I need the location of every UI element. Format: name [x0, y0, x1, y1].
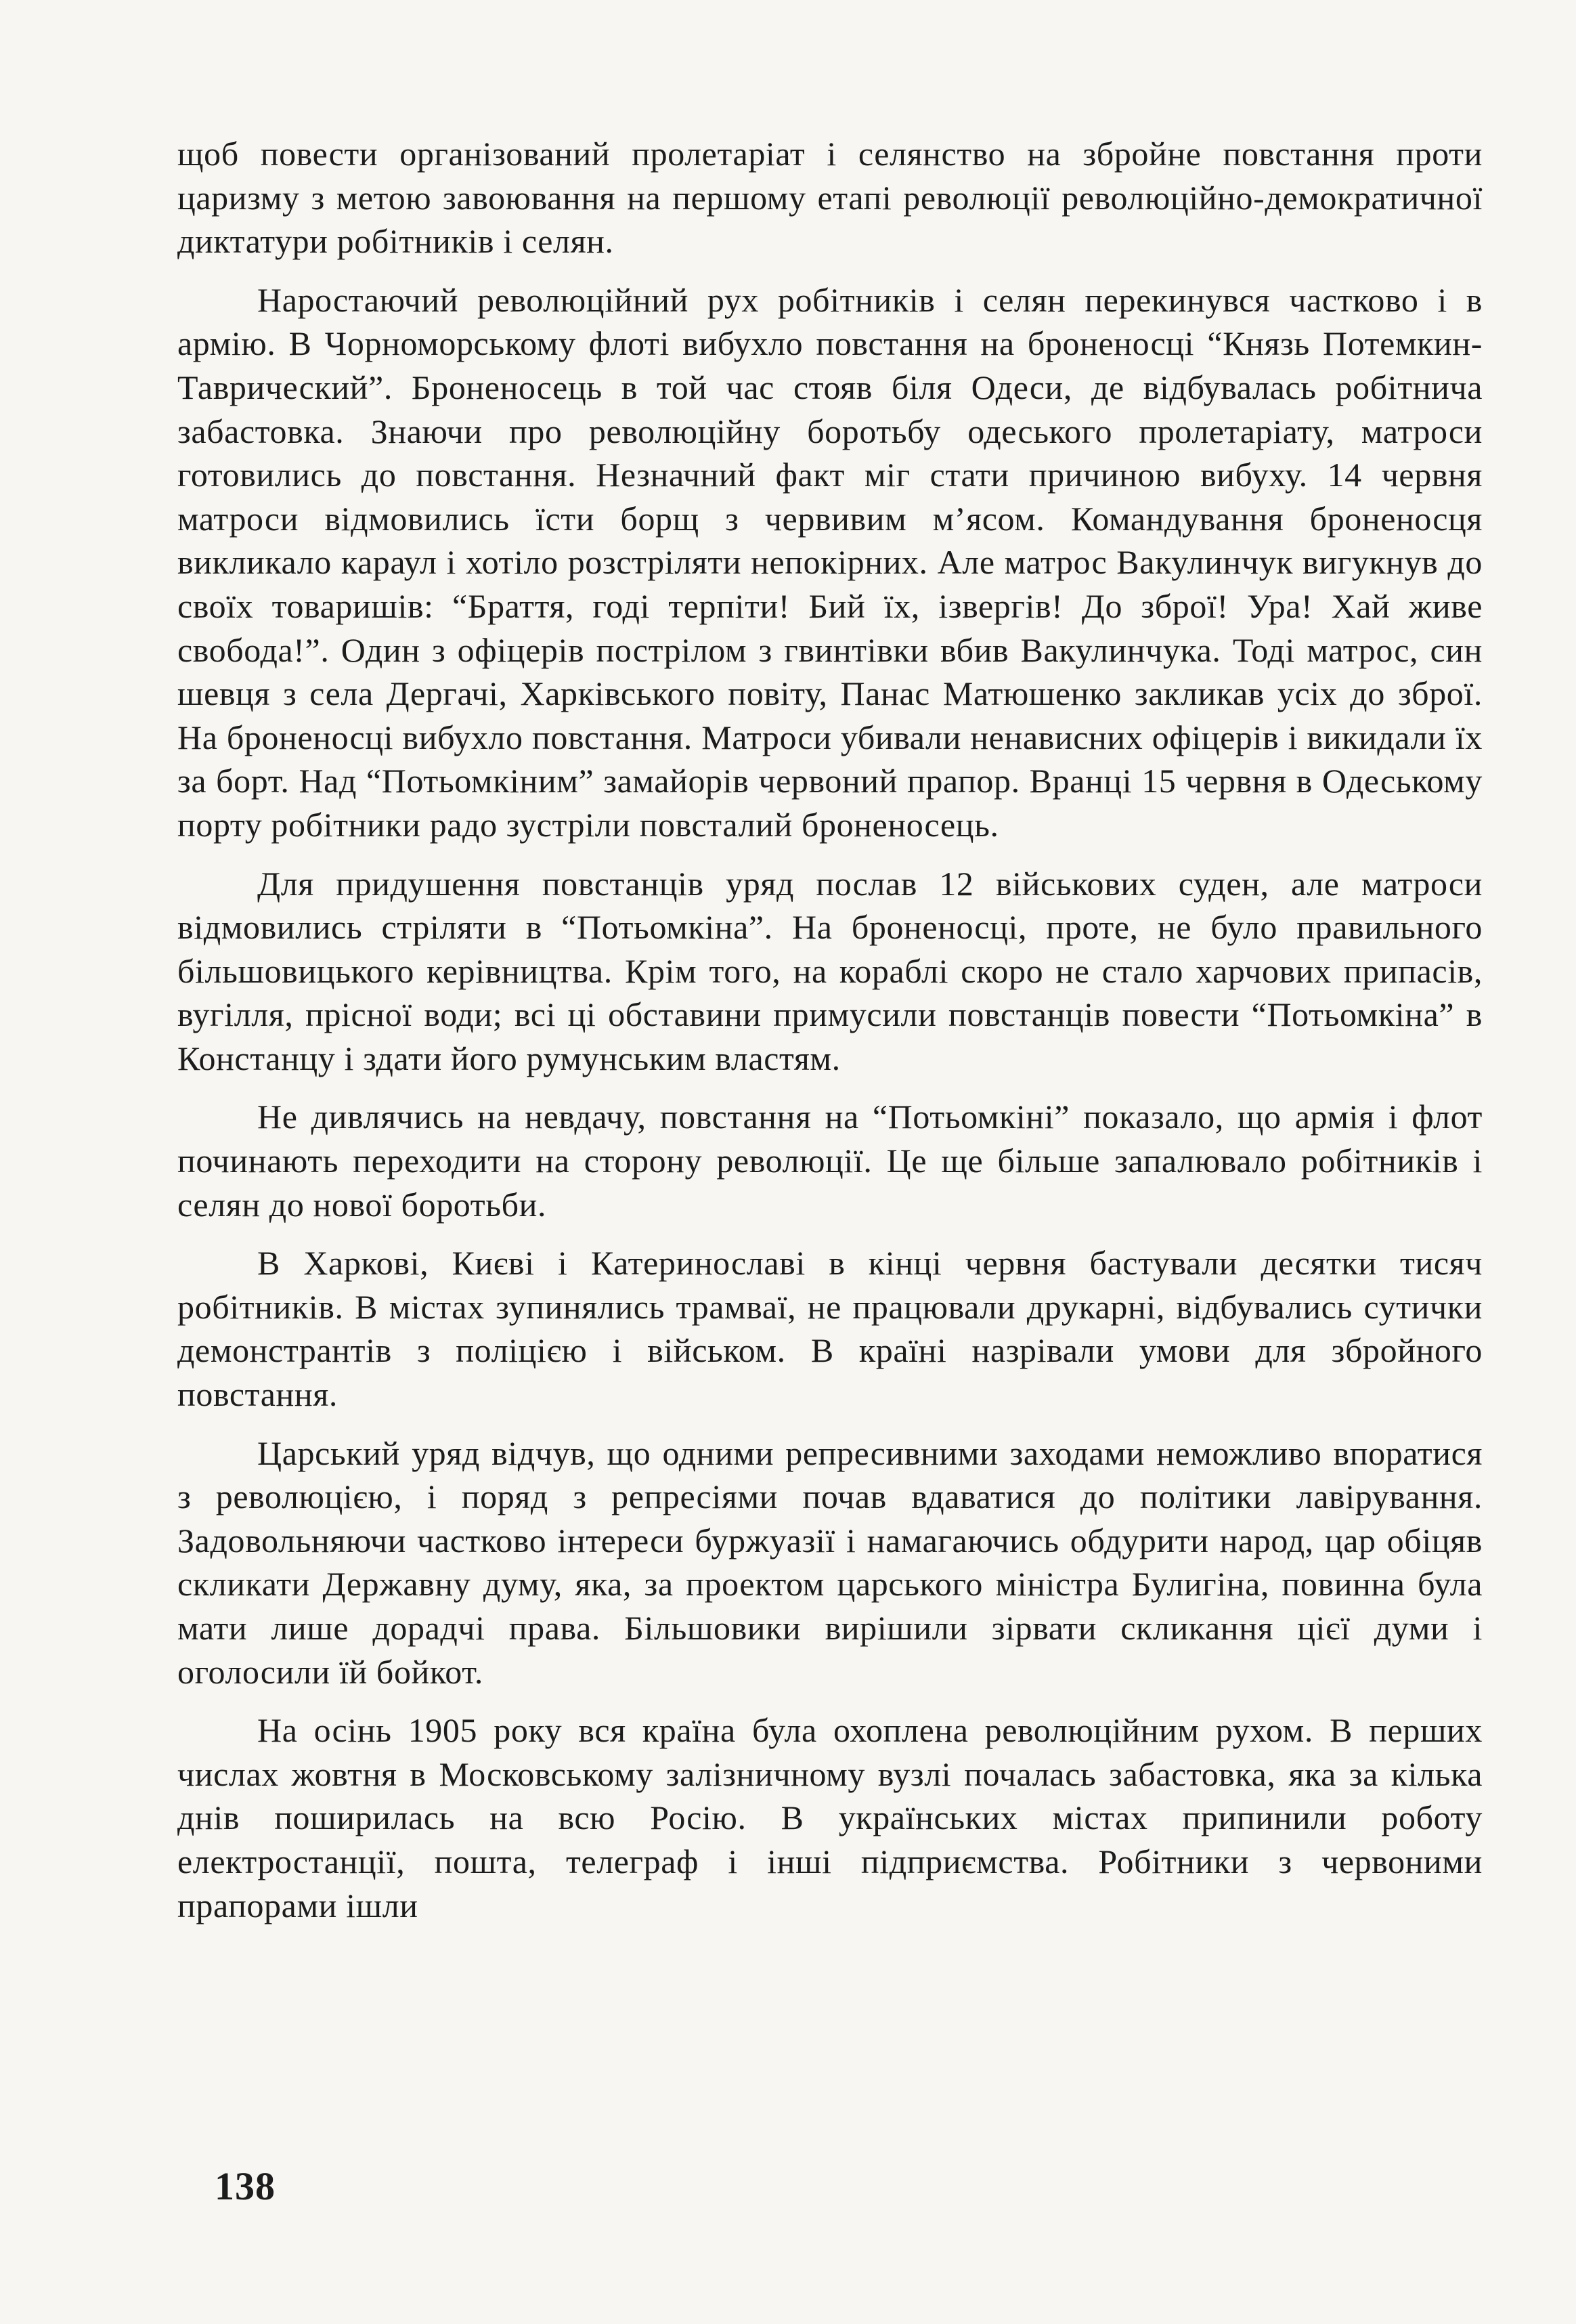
paragraph-7: На осінь 1905 року вся країна була охоплена революційним рухом. В перших числах жовтня в Московському залізничному вузлі почалась забастовка, яка за кілька днів поширилась на всю Росію. В українських містах припинили роботу електростанції, пошта, телеграф і інші підприємства. Робітники з червоними прапорами ішли: [177, 1711, 1483, 1924]
page-number: 138: [215, 2164, 276, 2208]
paragraph-4: Не дивлячись на невдачу, повстання на “Потьомкіні” показало, що армія і флот починають переходити на сторону революції. Це ще більше запалювало робітників і селян до нової боротьби.: [177, 1098, 1483, 1224]
paragraph-1: щоб повести організований пролетаріат і селянство на збройне повстання проти царизму з метою завоювання на першому етапі революції революційно-демократичної диктатури робітників і селян.: [177, 135, 1483, 261]
paragraph-6: Царський уряд відчув, що одними репресивними заходами неможливо впоратися з революцією, і поряд з репресіями почав вдаватися до політики лавірування. Задовольняючи частково інтереси буржуазії і намагаючись обдурити народ, цар обіцяв скликати Державну думу, яка, за проектом царського міністра Булигіна, повинна була мати лише дорадчі права. Більшовики вирішили зірвати скликання цієї думи і оголосили їй бойкот.: [177, 1434, 1483, 1691]
page-body: [177, 132, 1483, 1942]
paragraph-5: В Харкові, Києві і Катеринославі в кінці червня бастували десятки тисяч робітників. В містах зупинялись трамваї, не працювали друкарні, відбувались сутички демонстрантів з поліцією і військом. В країні назрівали умови для збройного повстання.: [177, 1244, 1483, 1414]
paragraph-2: Наростаючий революційний рух робітників і селян перекинувся частково і в армію. В Чорноморському флоті вибухло повстання на броненосці “Князь Потемкин-Таврический”. Броненосець в той час стояв біля Одеси, де відбувалась робітнича забастовка. Знаючи про революційну боротьбу одеського пролетаріату, матроси готовились до повстання. Незначний факт міг стати причиною вибуху. 14 червня матроси відмовились їсти борщ з червивим м’ясом. Командування броненосця викликало караул і хотіло розстріляти непокірних. Але матрос Вакулинчук вигукнув до своїх товаришів: “Браття, годі терпіти! Бий їх, ізвергів! До зброї! Ура! Хай живе свобода!”. Один з офіцерів пострілом з гвинтівки вбив Вакулинчука. Тоді матрос, син шевця з села Дергачі, Харківського повіту, Панас Матюшенко закликав усіх до зброї. На броненосці вибухло повстання. Матроси убивали ненависних офіцерів і викидали їх за борт. Над “Потьомкіним” замайорів червоний прапор. Вранці 15 червня в Одеському порту робітники радо зустріли повсталий броненосець.: [177, 280, 1483, 844]
paragraph-3: Для придушення повстанців уряд послав 12 військових суден, але матроси відмовились стріляти в “Потьомкіна”. На броненосці, проте, не було правильного більшовицького керівництва. Крім того, на кораблі скоро не стало харчових припасів, вугілля, прісної води; всі ці обставини примусили повстанців повести “Потьомкіна” в Констанцу і здати його румунським властям.: [177, 864, 1483, 1077]
